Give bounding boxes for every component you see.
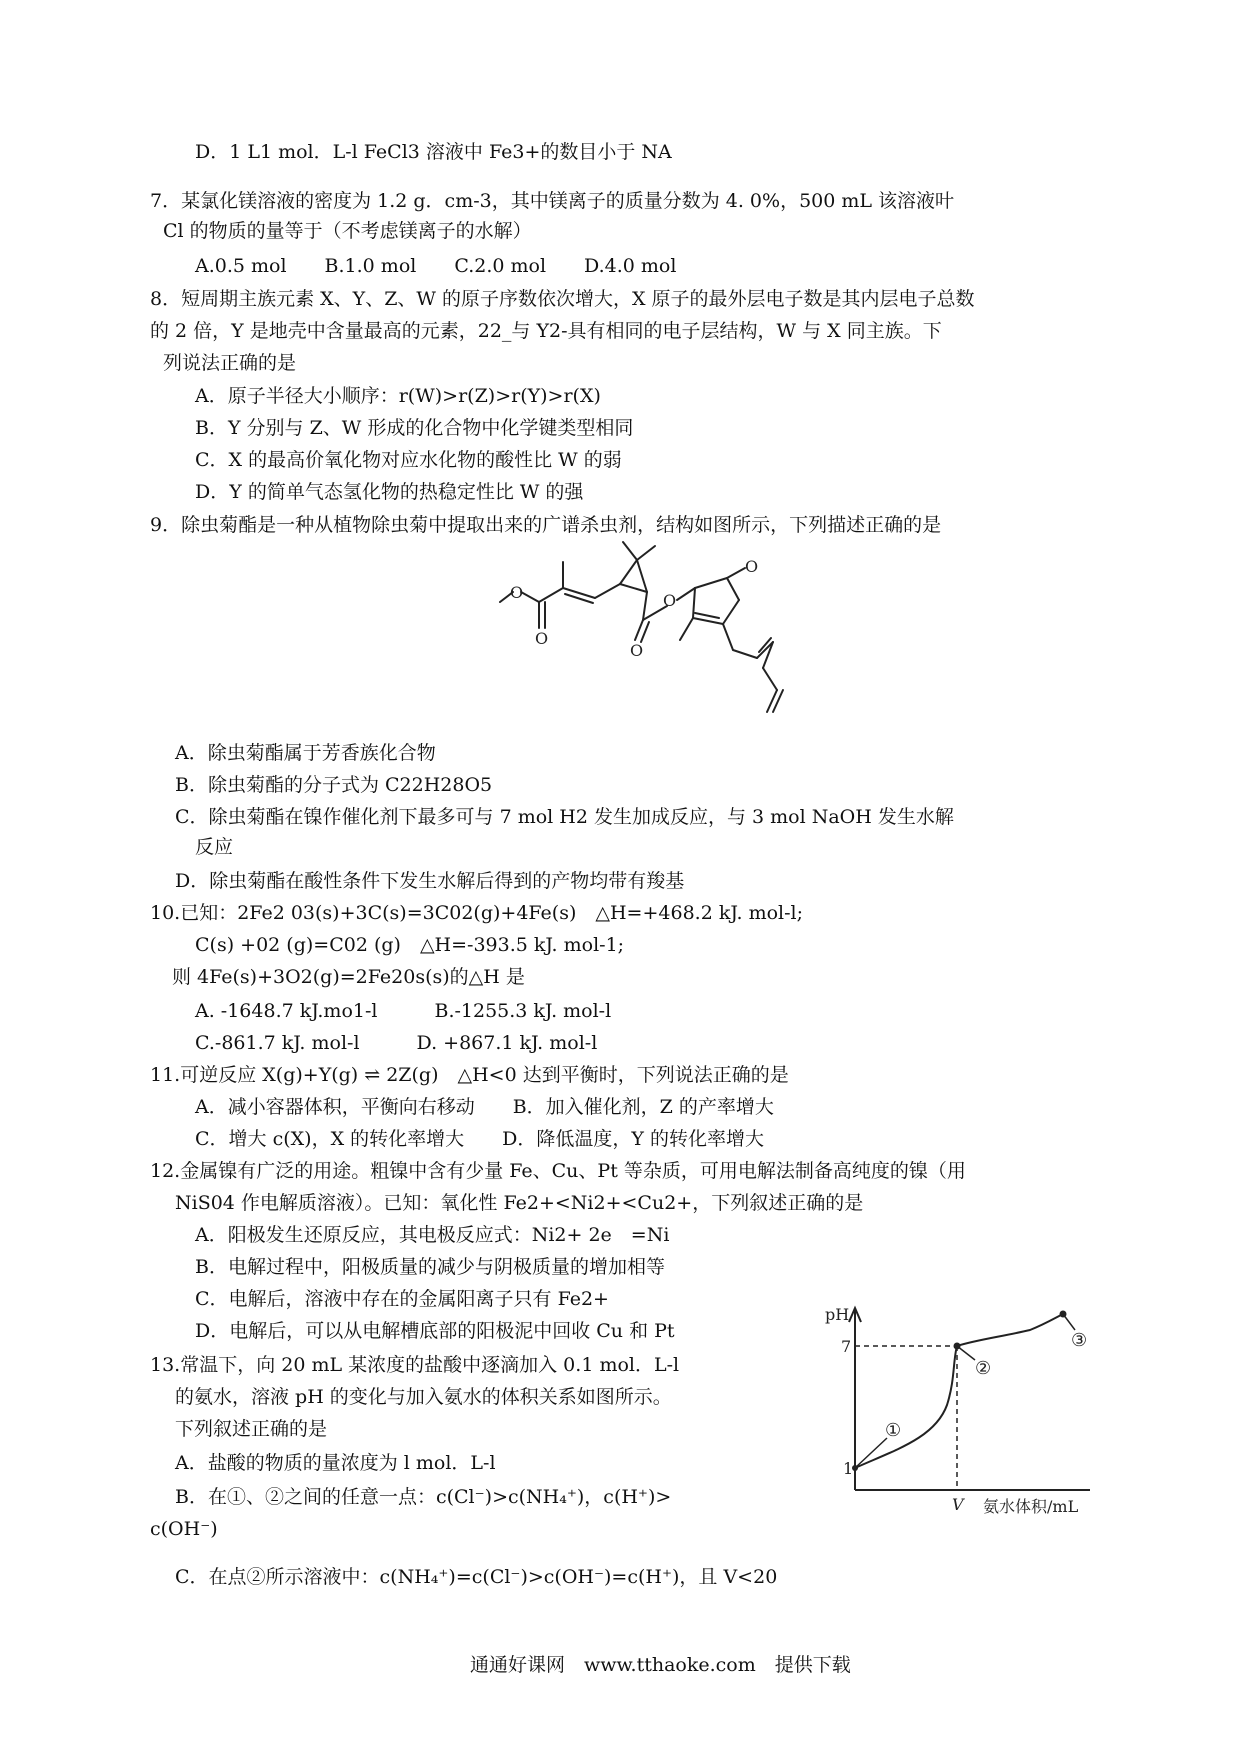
q9-option-d: D．除虫菊酯在酸性条件下发生水解后得到的产物均带有羧基 (175, 870, 685, 892)
q9-option-b: B．除虫菊酯的分子式为 C22H28O5 (175, 774, 493, 796)
titration-curve (855, 1314, 1063, 1468)
bond (763, 668, 777, 690)
page-footer: 通通好课网 www.tthaoke.com 提供下载 (470, 1654, 851, 1676)
bond (637, 560, 647, 592)
q8-stem-cont: 的 2 倍，Y 是地壳中含量最高的元素，22_与 Y2-具有相同的电子层结构，W 与 X 同主族。下 (150, 320, 942, 342)
q13-option-b-cont: c(OH⁻) (150, 1518, 218, 1540)
y-axis-label: pH (825, 1305, 850, 1324)
bond (677, 588, 695, 600)
q6-option-d: D．1 L1 mol．L-l FeCl3 溶液中 Fe3+的数目小于 NA (195, 141, 672, 163)
q13-stem-cont2: 下列叙述正确的是 (175, 1418, 328, 1440)
q10-question: 则 4Fe(s)+3O2(g)=2Fe20s(s)的△H 是 (172, 966, 525, 988)
bond (637, 546, 655, 560)
q11-options-ab: A．减小容器体积，平衡向右移动 B．加入催化剂，Z 的产率增大 (195, 1096, 774, 1118)
q13-stem-cont: 的氨水，溶液 pH 的变化与加入氨水的体积关系如图所示。 (175, 1386, 672, 1408)
point-marker (1060, 1311, 1067, 1318)
q10-options-ab: A. -1648.7 kJ.mo1-l B.-1255.3 kJ. mol-l (195, 1000, 612, 1022)
bond (680, 618, 693, 640)
q9-option-c: C．除虫菊酯在镍作催化剂下最多可与 7 mol H2 发生加成反应，与 3 mol NaOH 发生水解 (175, 806, 954, 828)
x-axis-label: 氨水体积/mL (983, 1497, 1079, 1516)
label-1-leader (855, 1438, 887, 1468)
bond (620, 584, 647, 592)
bond (539, 588, 563, 602)
point-3-label: ③ (1071, 1330, 1088, 1351)
q13-option-c: C．在点②所示溶液中：c(NH₄⁺)=c(Cl⁻)>c(OH⁻)=c(H⁺)，且 V<20 (175, 1566, 778, 1588)
atom-oxygen: O (510, 583, 524, 602)
bond (521, 592, 539, 602)
tick-1: 1 (843, 1459, 854, 1478)
bond (727, 578, 739, 600)
q12-stem: 12.金属镍有广泛的用途。粗镍中含有少量 Fe、Cu、Pt 等杂质，可用电解法制备高纯度的镍（用 (150, 1160, 966, 1182)
q12-option-c: C．电解后，溶液中存在的金属阳离子只有 Fe2+ (195, 1288, 609, 1310)
q13-stem: 13.常温下，向 20 mL 某浓度的盐酸中逐滴加入 0.1 mol．L-l (150, 1354, 680, 1376)
bond (563, 588, 595, 598)
atom-oxygen: O (630, 641, 644, 660)
q12-option-d: D．电解后，可以从电解槽底部的阳极泥中回收 Cu 和 Pt (195, 1320, 675, 1342)
point-2-label: ② (975, 1358, 992, 1379)
point-1-label: ① (885, 1420, 902, 1441)
pyrethrin-structure-figure (495, 540, 795, 720)
q9-option-a: A．除虫菊酯属于芳香族化合物 (175, 742, 436, 764)
bond (695, 613, 719, 618)
q12-stem-cont: NiS04 作电解质溶液）。已知：氧化性 Fe2+<Ni2+<Cu2+，下列叙述正确的是 (175, 1192, 864, 1214)
q8-option-b: B．Y 分别与 Z、W 形成的化合物中化学键类型相同 (195, 417, 634, 439)
point-marker (954, 1343, 961, 1350)
q8-option-c: C．X 的最高价氧化物对应水化物的酸性比 W 的弱 (195, 449, 622, 471)
bond (595, 584, 620, 598)
bond (723, 624, 733, 650)
atom-oxygen: O (745, 557, 759, 576)
bond (623, 542, 637, 560)
q13-option-b: B．在①、②之间的任意一点：c(Cl⁻)>c(NH₄⁺)，c(H⁺)> (175, 1486, 672, 1508)
q12-option-b: B．电解过程中，阳极质量的减少与阴极质量的增加相等 (195, 1256, 665, 1278)
q8-option-d: D．Y 的简单气态氢化物的热稳定性比 W 的强 (195, 481, 584, 503)
q8-option-a: A．原子半径大小顺序：r(W)>r(Z)>r(Y)>r(X) (195, 385, 601, 407)
q11-stem: 11.可逆反应 X(g)+Y(g) ⇌ 2Z(g) △H<0 达到平衡时，下列说法正确的是 (150, 1064, 789, 1086)
bond (723, 600, 739, 624)
q11-options-cd: C．增大 c(X)，X 的转化率增大 D．降低温度，Y 的转化率增大 (195, 1128, 764, 1150)
ph-titration-graph (805, 1300, 1105, 1530)
bond (733, 650, 757, 658)
bond (643, 592, 647, 620)
q8-stem: 8．短周期主族元素 X、Y、Z、W 的原子序数依次增大，X 原子的最外层电子数是其内层电子总数 (150, 288, 975, 310)
q9-option-c-cont: 反应 (195, 836, 234, 858)
q10-stem: 10.已知：2Fe2 03(s)+3C(s)=3C02(g)+4Fe(s) △H=+468.2 kJ. mol-l; (150, 902, 803, 924)
bond (635, 620, 643, 640)
q12-option-a: A．阳极发生还原反应，其电极反应式：Ni2+ 2e =Ni (195, 1224, 670, 1246)
q7-stem: 7．某氯化镁溶液的密度为 1.2 g．cm-3，其中镁离子的质量分数为 4. 0%，500 mL 该溶液叶 (150, 190, 955, 212)
q7-options: A.0.5 mol B.1.0 mol C.2.0 mol D.4.0 mol (195, 255, 677, 277)
q13-option-a: A．盐酸的物质的量浓度为 l mol．L-l (175, 1452, 496, 1474)
bond (641, 622, 649, 642)
tick-v: V (952, 1495, 964, 1514)
q10-options-cd: C.-861.7 kJ. mol-l D. +867.1 kJ. mol-l (195, 1032, 598, 1054)
bond (727, 568, 745, 578)
tick-7: 7 (841, 1337, 852, 1356)
q9-stem: 9．除虫菊酯是一种从植物除虫菊中提取出来的广谱杀虫剂，结构如图所示，下列描述正确的是 (150, 514, 942, 536)
q7-stem-cont: Cl 的物质的量等于（不考虑镁离子的水解） (163, 220, 532, 242)
atom-oxygen: O (663, 591, 677, 610)
q10-equation-2: C(s) +02 (g)=C02 (g) △H=-393.5 kJ. mol-1; (195, 934, 625, 956)
q8-stem-cont2: 列说法正确的是 (163, 352, 297, 374)
bond (620, 560, 637, 584)
atom-oxygen: O (535, 629, 549, 648)
bond (695, 578, 727, 588)
